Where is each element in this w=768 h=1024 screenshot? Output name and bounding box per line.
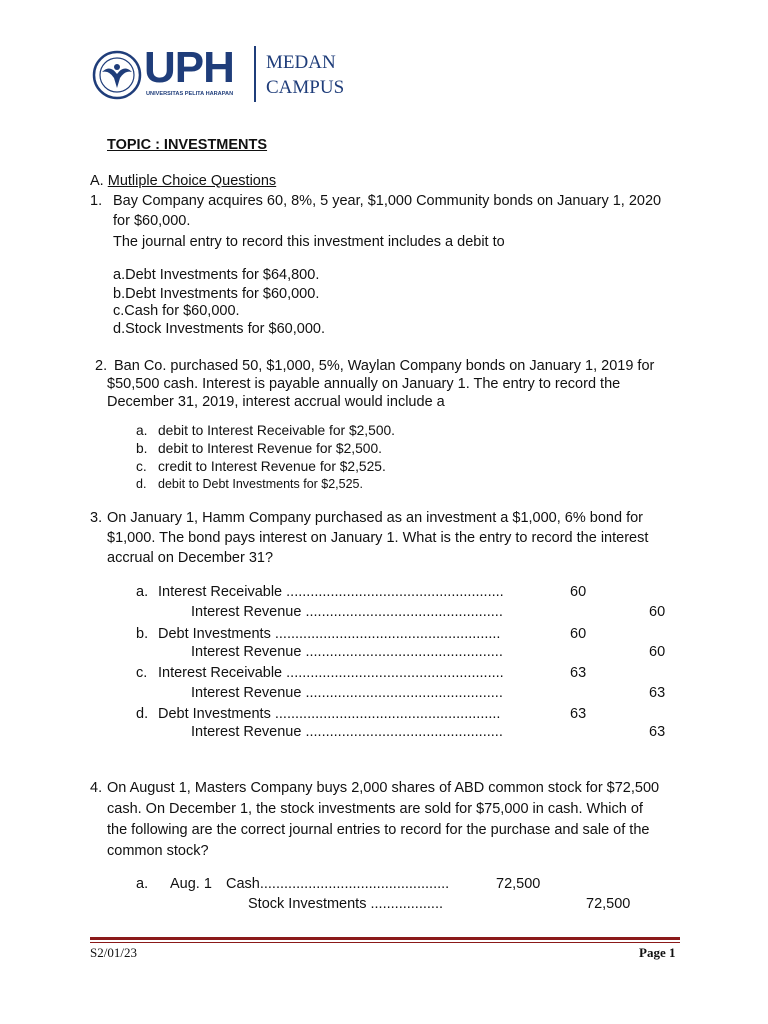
q3-option-b-credit: Interest Revenue .................................................	[191, 644, 503, 660]
q3-option-b-debit-amount: 60	[570, 626, 587, 642]
q2-option-b: debit to Interest Revenue for $2,500.	[158, 441, 382, 456]
q3-number: 3.	[90, 510, 103, 526]
uph-logo	[92, 43, 252, 103]
q3-option-d-letter: d.	[136, 706, 149, 722]
page-title: TOPIC : INVESTMENTS	[107, 137, 268, 153]
campus-line-2: CAMPUS	[266, 77, 345, 98]
section-a-heading	[90, 171, 276, 191]
q1-option-d: d.Stock Investments for $60,000.	[113, 321, 325, 337]
footer-date: S2/01/23	[90, 945, 137, 960]
q4-line-4: common stock?	[107, 843, 209, 859]
q3-line-3: accrual on December 31?	[107, 550, 274, 566]
q2-line-1: Ban Co. purchased 50, $1,000, 5%, Waylan Company bonds on January 1, 2019 for	[114, 358, 655, 374]
q4-number: 4.	[90, 780, 103, 796]
q2-line-3: December 31, 2019, interest accrual would include a	[107, 394, 445, 410]
q3-option-d-credit-amount: 63	[649, 724, 666, 740]
q3-option-d-credit: Interest Revenue .................................................	[191, 724, 503, 740]
footer-page-number: Page 1	[639, 945, 676, 960]
q2-option-c-letter: c.	[136, 459, 147, 474]
q3-option-c-credit-amount: 63	[649, 685, 666, 701]
q2-number: 2.	[95, 358, 108, 374]
q3-option-b-credit-amount: 60	[649, 644, 666, 660]
q1-line-1: Bay Company acquires 60, 8%, 5 year, $1,000 Community bonds on January 1, 2020	[113, 193, 662, 209]
q2-option-d-letter: d.	[136, 477, 147, 491]
q1-number: 1.	[90, 193, 103, 209]
q3-option-c-credit: Interest Revenue .................................................	[191, 685, 503, 701]
q1-option-c: c.Cash for $60,000.	[113, 303, 240, 319]
q3-option-a-letter: a.	[136, 584, 149, 600]
campus-line-1: MEDAN	[266, 52, 336, 73]
q4-option-a-debit-amount: 72,500	[496, 876, 541, 892]
q4-option-a-letter: a.	[136, 876, 149, 892]
q3-option-a-credit: Interest Revenue .................................................	[191, 604, 503, 620]
q1-option-a: a.Debt Investments for $64,800.	[113, 267, 320, 283]
footer-rule-thick	[90, 937, 680, 940]
q2-option-a: debit to Interest Receivable for $2,500.	[158, 423, 395, 438]
university-seal-icon	[92, 50, 142, 100]
logo-wordmark: UPH	[144, 43, 234, 92]
q3-option-a-debit-amount: 60	[570, 584, 587, 600]
q2-line-2: $50,500 cash. Interest is payable annually on January 1. The entry to record the	[107, 376, 621, 392]
q3-option-b-debit: Debt Investments ........................................................	[158, 626, 501, 642]
q4-line-2: cash. On December 1, the stock investments are sold for $75,000 in cash. Which of	[107, 801, 643, 817]
q4-option-a-date: Aug. 1	[170, 876, 212, 892]
q4-option-a-debit: Cash...............................................	[226, 876, 450, 892]
q4-option-a-credit-amount: 72,500	[586, 896, 631, 912]
q4-option-a-credit: Stock Investments ..................	[248, 896, 444, 912]
q2-option-c: credit to Interest Revenue for $2,525.	[158, 459, 386, 474]
q4-line-1: On August 1, Masters Company buys 2,000 shares of ABD common stock for $72,500	[107, 780, 660, 796]
q1-line-3: The journal entry to record this investment includes a debit to	[113, 234, 505, 250]
header-divider	[254, 46, 256, 102]
section-a-title: Mutliple Choice Questions	[107, 173, 277, 189]
q2-option-d: debit to Debt Investments for $2,525.	[158, 477, 363, 491]
q3-line-2: $1,000. The bond pays interest on January 1. What is the entry to record the interest	[107, 530, 649, 546]
q3-line-1: On January 1, Hamm Company purchased as an investment a $1,000, 6% bond for	[107, 510, 643, 526]
q3-option-c-letter: c.	[136, 665, 148, 681]
q4-line-3: the following are the correct journal entries to record for the purchase and sale of the	[107, 822, 650, 838]
q1-option-b: b.Debt Investments for $60,000.	[113, 286, 320, 302]
q1-line-2: for $60,000.	[113, 213, 191, 229]
q3-option-d-debit: Debt Investments ........................................................	[158, 706, 501, 722]
q3-option-a-debit: Interest Receivable ......................................................	[158, 584, 504, 600]
q2-option-a-letter: a.	[136, 423, 148, 438]
q3-option-b-letter: b.	[136, 626, 149, 642]
section-a-prefix: A.	[90, 173, 104, 189]
q3-option-c-debit: Interest Receivable ......................................................	[158, 665, 504, 681]
logo-subtitle: UNIVERSITAS PELITA HARAPAN	[146, 91, 234, 97]
footer-rule-thin	[90, 942, 680, 943]
q3-option-a-credit-amount: 60	[649, 604, 666, 620]
q2-option-b-letter: b.	[136, 441, 148, 456]
q3-option-d-debit-amount: 63	[570, 706, 587, 722]
q3-option-c-debit-amount: 63	[570, 665, 587, 681]
